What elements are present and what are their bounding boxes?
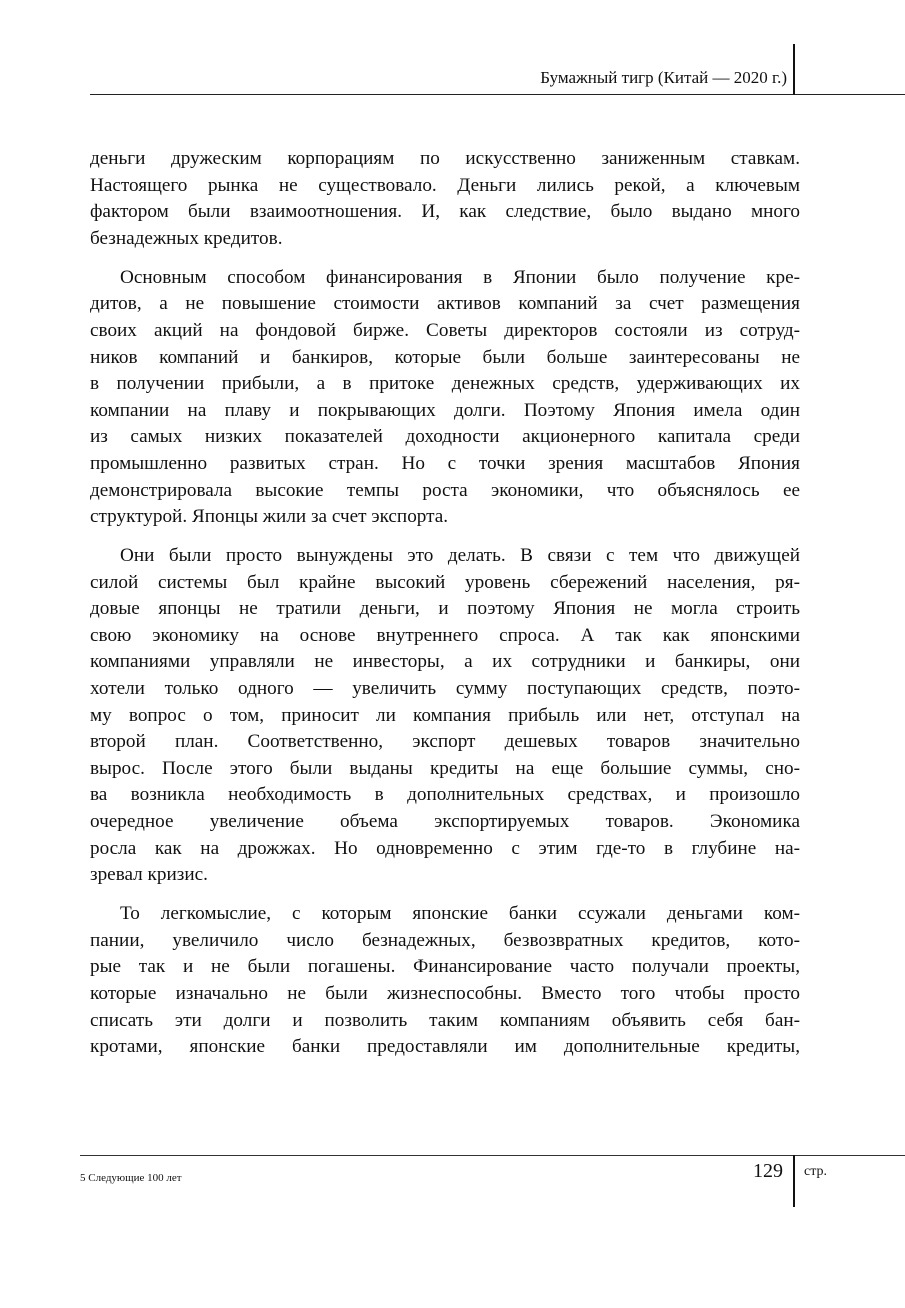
header-rule <box>90 94 905 95</box>
text-line: структурой. Японцы жили за счет экспорта. <box>90 506 449 528</box>
text-line: вырос. После этого были выданы кредиты на еще большие суммы, сно- <box>90 757 800 779</box>
text-line: свою экономику на основе внутреннего спроса. А так как японскими <box>90 624 800 646</box>
text-line: Они были просто вынуждены это делать. В связи с тем что движущей <box>120 545 800 567</box>
text-line: фактором были взаимоотношения. И, как следствие, было выдано много <box>90 201 800 223</box>
text-line: Настоящего рынка не существовало. Деньги лились рекой, а ключевым <box>90 174 800 196</box>
text-line: силой системы был крайне высокий уровень сбережений населения, ря- <box>90 571 800 593</box>
text-line: пании, увеличило число безнадежных, безвозвратных кредитов, кото- <box>90 929 800 951</box>
text-line: демонстрировала высокие темпы роста экономики, что объяснялось ее <box>90 479 800 501</box>
paragraph <box>90 265 800 531</box>
text-line: которые изначально не были жизнеспособны. Вместо того чтобы просто <box>90 982 800 1004</box>
text-line: То легкомыслие, с которым японские банки ссужали деньгами ком- <box>120 903 800 925</box>
text-line: очередное увеличение объема экспортируемых товаров. Экономика <box>90 811 800 833</box>
text-line: росла как на дрожжах. Но одновременно с этим где-то в глубине на- <box>90 837 800 859</box>
text-line: Основным способом финансирования в Японии было получение кре- <box>120 266 800 288</box>
text-line: компании на плаву и покрывающих долги. Поэтому Япония имела один <box>90 399 800 421</box>
text-line: рые так и не были погашены. Финансирование часто получали проекты, <box>90 956 800 978</box>
text-line: компаниями управляли не инвесторы, а их сотрудники и банкиры, они <box>90 651 800 673</box>
body-text <box>90 146 800 1073</box>
running-title: Бумажный тигр (Китай — 2020 г.) <box>540 68 787 87</box>
text-line: в получении прибыли, а в притоке денежных средств, удерживающих их <box>90 373 800 395</box>
paragraph <box>90 543 800 889</box>
text-line: кротами, японские банки предоставляли им дополнительные кредиты, <box>90 1036 800 1058</box>
paragraph <box>90 901 800 1061</box>
page-number: 129 <box>753 1160 783 1182</box>
text-line: ников компаний и банкиров, которые были больше заинтересованы не <box>90 346 800 368</box>
book-label: 5 Следующие 100 лет <box>80 1172 182 1184</box>
text-line: из самых низких показателей доходности акционерного капитала среди <box>90 426 800 448</box>
text-line: дитов, а не повышение стоимости активов компаний за счет размещения <box>90 293 800 315</box>
footer-rule <box>80 1155 905 1156</box>
text-line: промышленно развитых стран. Но с точки зрения масштабов Япония <box>90 452 800 474</box>
text-line: деньги дружеским корпорациям по искусственно заниженным ставкам. <box>90 148 800 169</box>
header-vertical-rule <box>793 44 795 95</box>
paragraph <box>90 146 800 252</box>
text-line: хотели только одного — увеличить сумму поступающих средств, поэто- <box>90 678 800 700</box>
text-line: ва возникла необходимость в дополнительных средствах, и произошло <box>90 784 800 806</box>
text-line: довые японцы не тратили деньги, и поэтому Япония не могла строить <box>90 598 800 620</box>
text-line: безнадежных кредитов. <box>90 227 283 249</box>
text-line: списать эти долги и позволить таким компаниям объявить себя бан- <box>90 1009 800 1031</box>
footer-vertical-rule <box>793 1155 795 1207</box>
text-line: второй план. Соответственно, экспорт дешевых товаров значительно <box>90 731 800 753</box>
text-line: му вопрос о том, приносит ли компания прибыль или нет, отступал на <box>90 704 800 726</box>
text-line: зревал кризис. <box>90 864 208 886</box>
text-line: своих акций на фондовой бирже. Советы директоров состояли из сотруд- <box>90 319 800 341</box>
page-label: стр. <box>804 1164 828 1179</box>
